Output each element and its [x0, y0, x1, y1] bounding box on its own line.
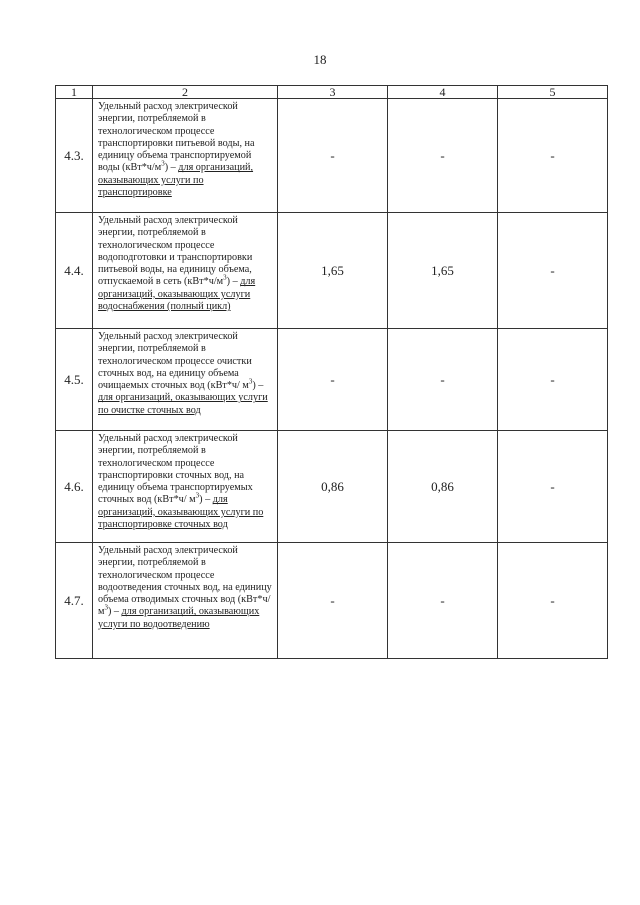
value-col-4: 1,65 — [388, 213, 498, 329]
indicators-table — [55, 85, 608, 659]
table-row — [56, 543, 608, 659]
row-description: Удельный расход электрической энергии, потребляемой в технологическом процессе транспортировки сточных вод, на единицу объема транспортируемых сточных вод (кВт*ч/ $м^3$) – для организаций, оказывающих услуги по транспортировке сточных вод — [93, 431, 278, 543]
value-col-5: - — [498, 99, 608, 213]
value-col-4: 0,86 — [388, 431, 498, 543]
table-row — [56, 213, 608, 329]
row-number: 4.5. — [56, 329, 93, 431]
row-number: 4.6. — [56, 431, 93, 543]
table-row — [56, 99, 608, 213]
row-number: 4.4. — [56, 213, 93, 329]
row-description: Удельный расход электрической энергии, потребляемой в технологическом процессе водоподготовки и транспортировки питьевой воды, на единицу объема, отпускаемой в сеть $(кВт*ч/м^3)$ – для организаций, оказывающих услуги водоснабжения (полный цикл) — [93, 213, 278, 329]
column-header-2: 2 — [93, 86, 278, 99]
value-col-4: - — [388, 99, 498, 213]
value-col-3: - — [278, 543, 388, 659]
column-header-4: 4 — [388, 86, 498, 99]
value-col-3: - — [278, 329, 388, 431]
header-row — [56, 86, 608, 99]
row-number: 4.7. — [56, 543, 93, 659]
value-col-3: 1,65 — [278, 213, 388, 329]
row-number: 4.3. — [56, 99, 93, 213]
value-col-5: - — [498, 329, 608, 431]
value-col-4: - — [388, 543, 498, 659]
value-col-5: - — [498, 543, 608, 659]
row-description: Удельный расход электрической энергии, потребляемой в технологическом процессе очистки сточных вод, на единицу объема очищаемых сточных вод (кВт*ч/ $м^3$) – для организаций, оказывающих услуги по очистке сточных вод — [93, 329, 278, 431]
column-header-1: 1 — [56, 86, 93, 99]
page-number: 18 — [313, 52, 327, 67]
value-col-5: - — [498, 213, 608, 329]
row-description: Удельный расход электрической энергии, потребляемой в технологическом процессе транспортировки питьевой воды, на единицу объема транспортируемой воды $(кВт*ч/м^3)$ – для организаций, оказывающих услуги по транспортировке — [93, 99, 278, 213]
row-description: Удельный расход электрической энергии, потребляемой в технологическом процессе водоотведения сточных вод, на единицу объема отводимых сточных вод (кВт*ч/ $м^3$) – для организаций, оказывающих услуги по водоотведению — [93, 543, 278, 659]
value-col-3: - — [278, 99, 388, 213]
column-header-3: 3 — [278, 86, 388, 99]
table-row — [56, 329, 608, 431]
value-col-5: - — [498, 431, 608, 543]
value-col-3: 0,86 — [278, 431, 388, 543]
table-row — [56, 431, 608, 543]
column-header-5: 5 — [498, 86, 608, 99]
value-col-4: - — [388, 329, 498, 431]
table-header — [56, 86, 608, 99]
